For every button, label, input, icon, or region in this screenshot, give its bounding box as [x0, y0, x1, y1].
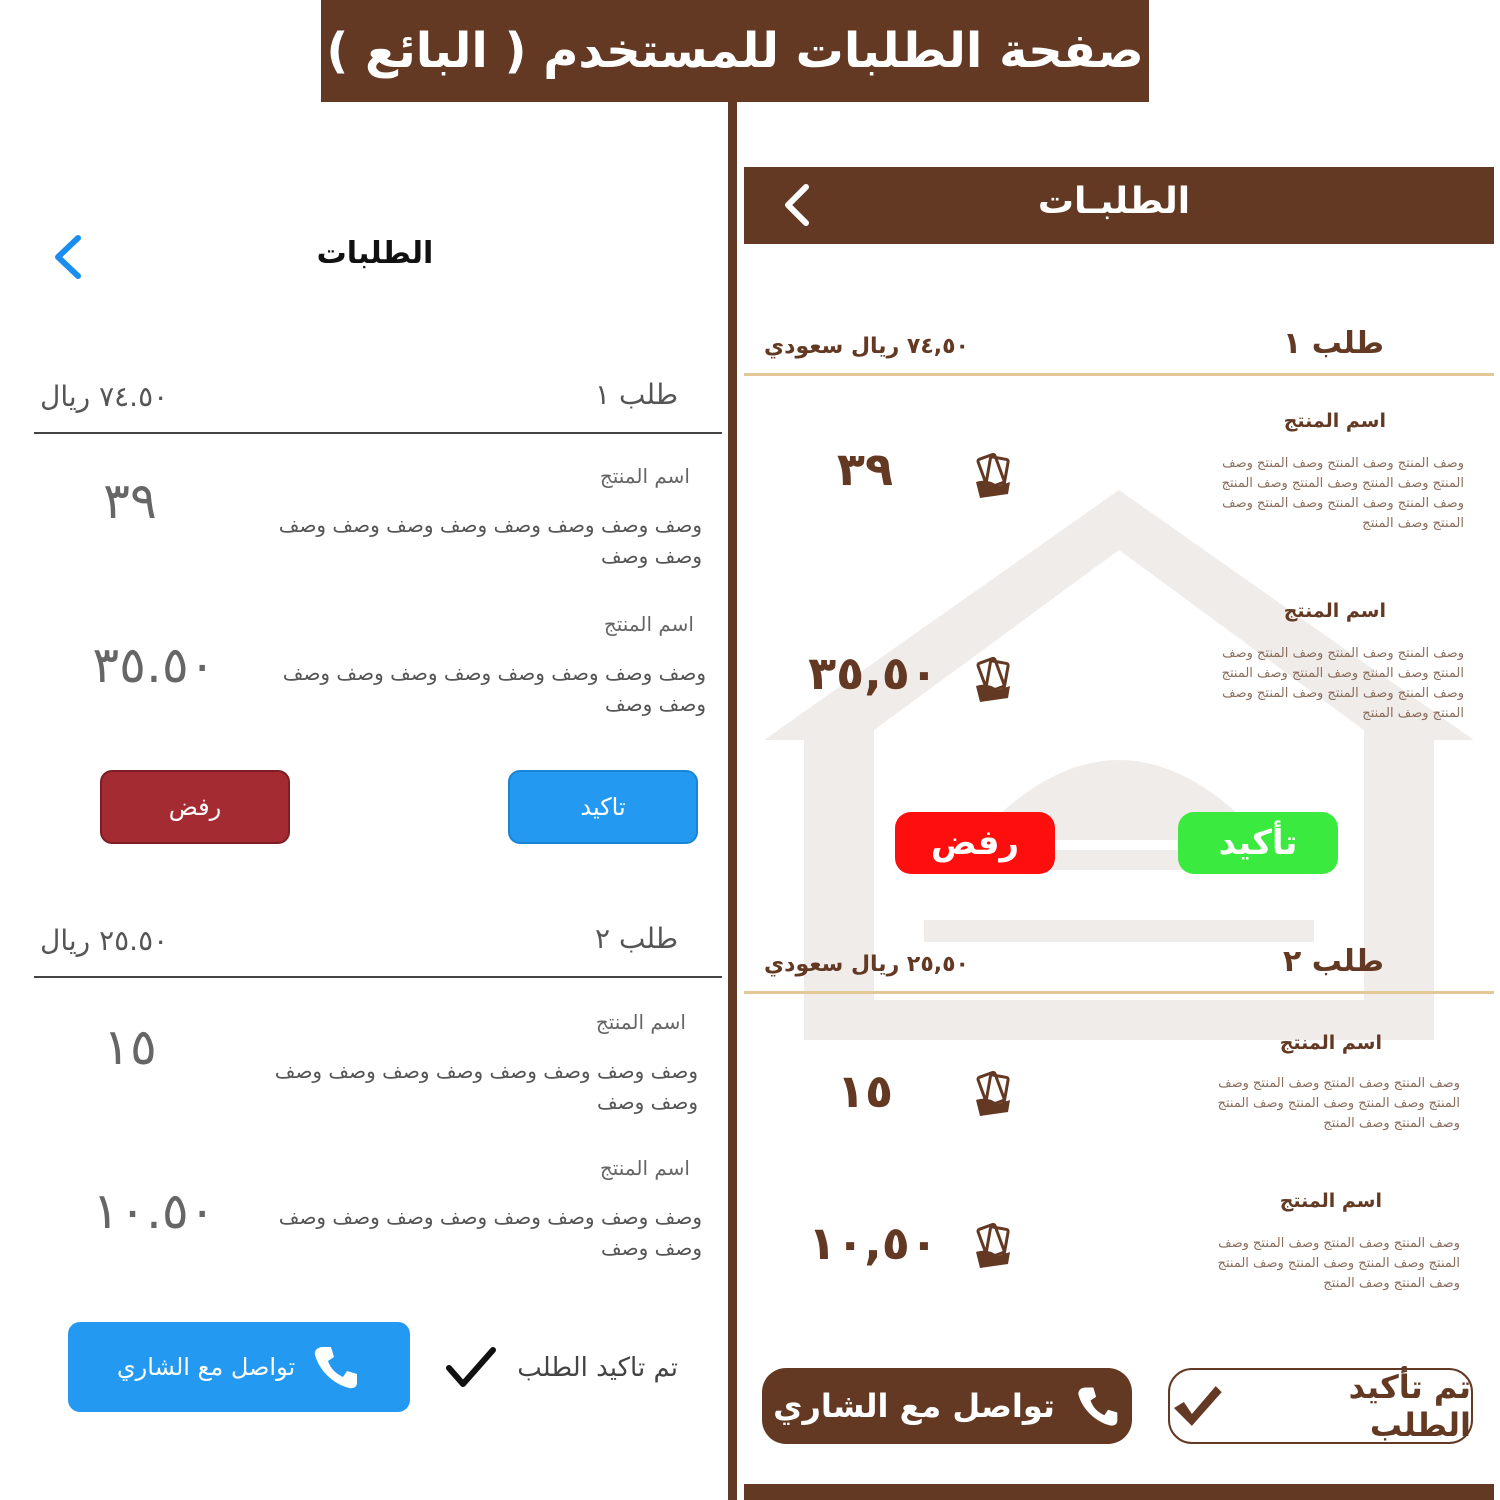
contact-buyer-label: تواصل مع الشاري [773, 1387, 1055, 1425]
product-description: وصف وصف وصف وصف وصف وصف وصف وصف وصف وصف [278, 1205, 702, 1260]
order-confirmed-label: تم تأكيد الطلب [1348, 1368, 1471, 1444]
order-total: ٢٥,٥٠ ريال سعودي [764, 952, 969, 977]
reject-button[interactable]: رفض [100, 770, 290, 844]
product-price: ٣٩ [836, 442, 894, 496]
product-name: اسم المنتج [595, 1010, 686, 1034]
order-total: ٧٤.٥٠ ريال [40, 380, 169, 413]
order-confirmed-status [1168, 1368, 1473, 1444]
order-header [34, 918, 722, 978]
contact-buyer-button[interactable] [762, 1368, 1132, 1444]
order-header [744, 316, 1494, 376]
order-confirmed-status [428, 1340, 678, 1396]
product-price: ٣٩ [103, 472, 157, 530]
order-header [744, 934, 1494, 994]
product-name: اسم المنتج [1279, 1190, 1382, 1212]
footer-bar [744, 1484, 1494, 1500]
money-icon [968, 656, 1018, 706]
product-name: اسم المنتج [599, 464, 690, 488]
contact-buyer-button[interactable] [68, 1322, 410, 1412]
money-icon [968, 1070, 1018, 1120]
app-header [744, 167, 1494, 244]
product-name: اسم المنتج [1283, 600, 1386, 622]
page-title: الطلبات [316, 236, 434, 271]
product-price: ٣٥,٥٠ [808, 646, 938, 700]
product-description: وصف وصف وصف وصف وصف وصف وصف وصف وصف وصف [274, 1059, 698, 1114]
confirm-button[interactable]: تاكيد [508, 770, 698, 844]
order-name: طلب ٢ [1282, 944, 1384, 979]
product-price: ٣٥.٥٠ [92, 636, 216, 694]
product-name: اسم المنتج [1279, 1032, 1382, 1054]
product-description: وصف المنتج وصف المنتج وصف المنتج وصف المنتج وصف المنتج وصف المنتج وصف المنتج وصف المنتج وصف المنتج [1217, 1236, 1460, 1291]
product-price: ١٥ [836, 1064, 894, 1118]
page-banner-title: صفحة الطلبات للمستخدم ( البائع ) [321, 0, 1149, 102]
product-description: وصف المنتج وصف المنتج وصف المنتج وصف المنتج وصف المنتج وصف المنتج وصف المنتج وصف المنتج وصف المنتج [1217, 1076, 1460, 1131]
product-name: اسم المنتج [603, 612, 694, 636]
product-description: وصف المنتج وصف المنتج وصف المنتج وصف المنتج وصف المنتج وصف المنتج وصف المنتج وصف المنتج وصف المنتج وصف المنتج وصف المنتج وصف المنتج [1221, 646, 1464, 721]
reject-button[interactable]: رفض [895, 812, 1055, 874]
product-description: وصف وصف وصف وصف وصف وصف وصف وصف وصف وصف [282, 661, 706, 716]
product-price: ١٥ [103, 1018, 157, 1076]
product-price: ١٠.٥٠ [92, 1182, 216, 1240]
phone-icon [1073, 1381, 1121, 1431]
order-header [34, 374, 722, 434]
order-confirmed-label: تم تاكيد الطلب [517, 1353, 678, 1383]
order-total: ٢٥.٥٠ ريال [40, 924, 169, 957]
product-description: وصف وصف وصف وصف وصف وصف وصف وصف وصف وصف [278, 513, 702, 568]
money-icon [968, 1222, 1018, 1272]
checkmark-icon [1170, 1384, 1224, 1428]
panel-divider [728, 102, 737, 1500]
product-name: اسم المنتج [599, 1156, 690, 1180]
page-title: الطلبـات [1037, 181, 1191, 222]
phone-icon [309, 1341, 361, 1393]
money-icon [968, 452, 1018, 502]
checkmark-icon [445, 1346, 497, 1390]
order-name: طلب ١ [595, 378, 678, 411]
product-price: ١٠,٥٠ [808, 1216, 938, 1270]
order-name: طلب ٢ [595, 922, 678, 955]
chevron-left-icon[interactable] [48, 232, 88, 282]
order-name: طلب ١ [1282, 326, 1384, 361]
product-description: وصف المنتج وصف المنتج وصف المنتج وصف المنتج وصف المنتج وصف المنتج وصف المنتج وصف المنتج وصف المنتج وصف المنتج وصف المنتج وصف المنتج [1221, 456, 1464, 531]
product-name: اسم المنتج [1283, 410, 1386, 432]
confirm-button[interactable]: تأكيد [1178, 812, 1338, 874]
contact-buyer-label: تواصل مع الشاري [116, 1353, 296, 1381]
order-total: ٧٤,٥٠ ريال سعودي [764, 334, 969, 359]
chevron-left-icon[interactable] [780, 181, 814, 229]
